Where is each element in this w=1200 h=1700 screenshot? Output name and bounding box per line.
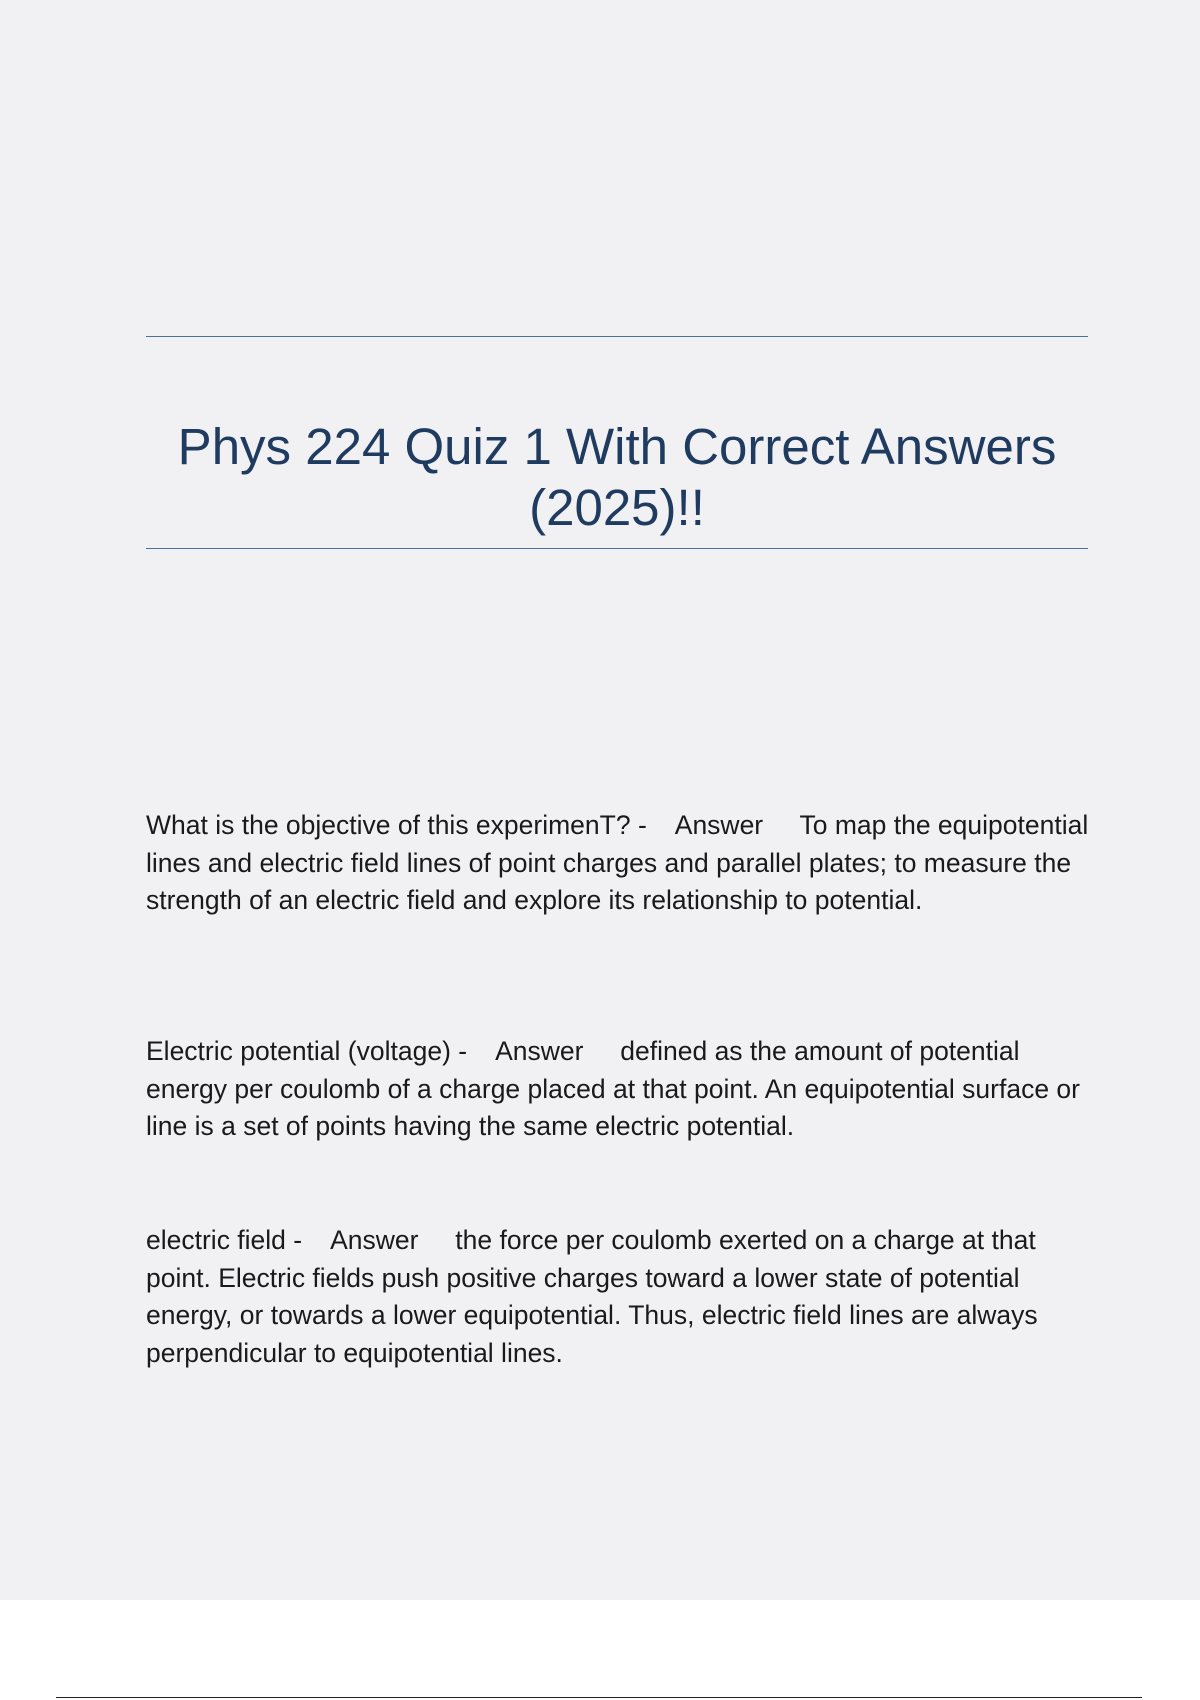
answer-separator: - Answer — [285, 1225, 456, 1255]
answer-text: the force per coulomb exerted on a charge at that point. Electric fields push positive charges toward a lower state of potential energy, or towards a lower equipotential. Thus, electric field lines are always perpendicular to equipotential lines. — [146, 1225, 1038, 1368]
title-bottom-rule — [146, 548, 1088, 549]
footer-rule — [56, 1697, 1142, 1698]
question-text: electric field — [146, 1225, 286, 1255]
answer-text: defined as the amount of potential energy per coulomb of a charge placed at that point. An equipotential surface or line is a set of points having the same electric potential. — [146, 1036, 1080, 1141]
qa-item — [146, 1033, 1096, 1146]
question-text: What is the objective of this experimenT? — [146, 810, 631, 840]
qa-item — [146, 807, 1096, 920]
answer-separator: - Answer — [630, 810, 800, 840]
answer-text: To map the equipotential lines and electric field lines of point charges and parallel plates; to measure the strength of an electric field and explore its relationship to potential. — [146, 810, 1089, 915]
question-text: Electric potential (voltage) — [146, 1036, 451, 1066]
document-title: Phys 224 Quiz 1 With Correct Answers (2025)!! — [177, 418, 1057, 536]
title-top-rule — [146, 336, 1088, 337]
qa-item — [146, 1222, 1096, 1372]
answer-separator: - Answer — [450, 1036, 621, 1066]
